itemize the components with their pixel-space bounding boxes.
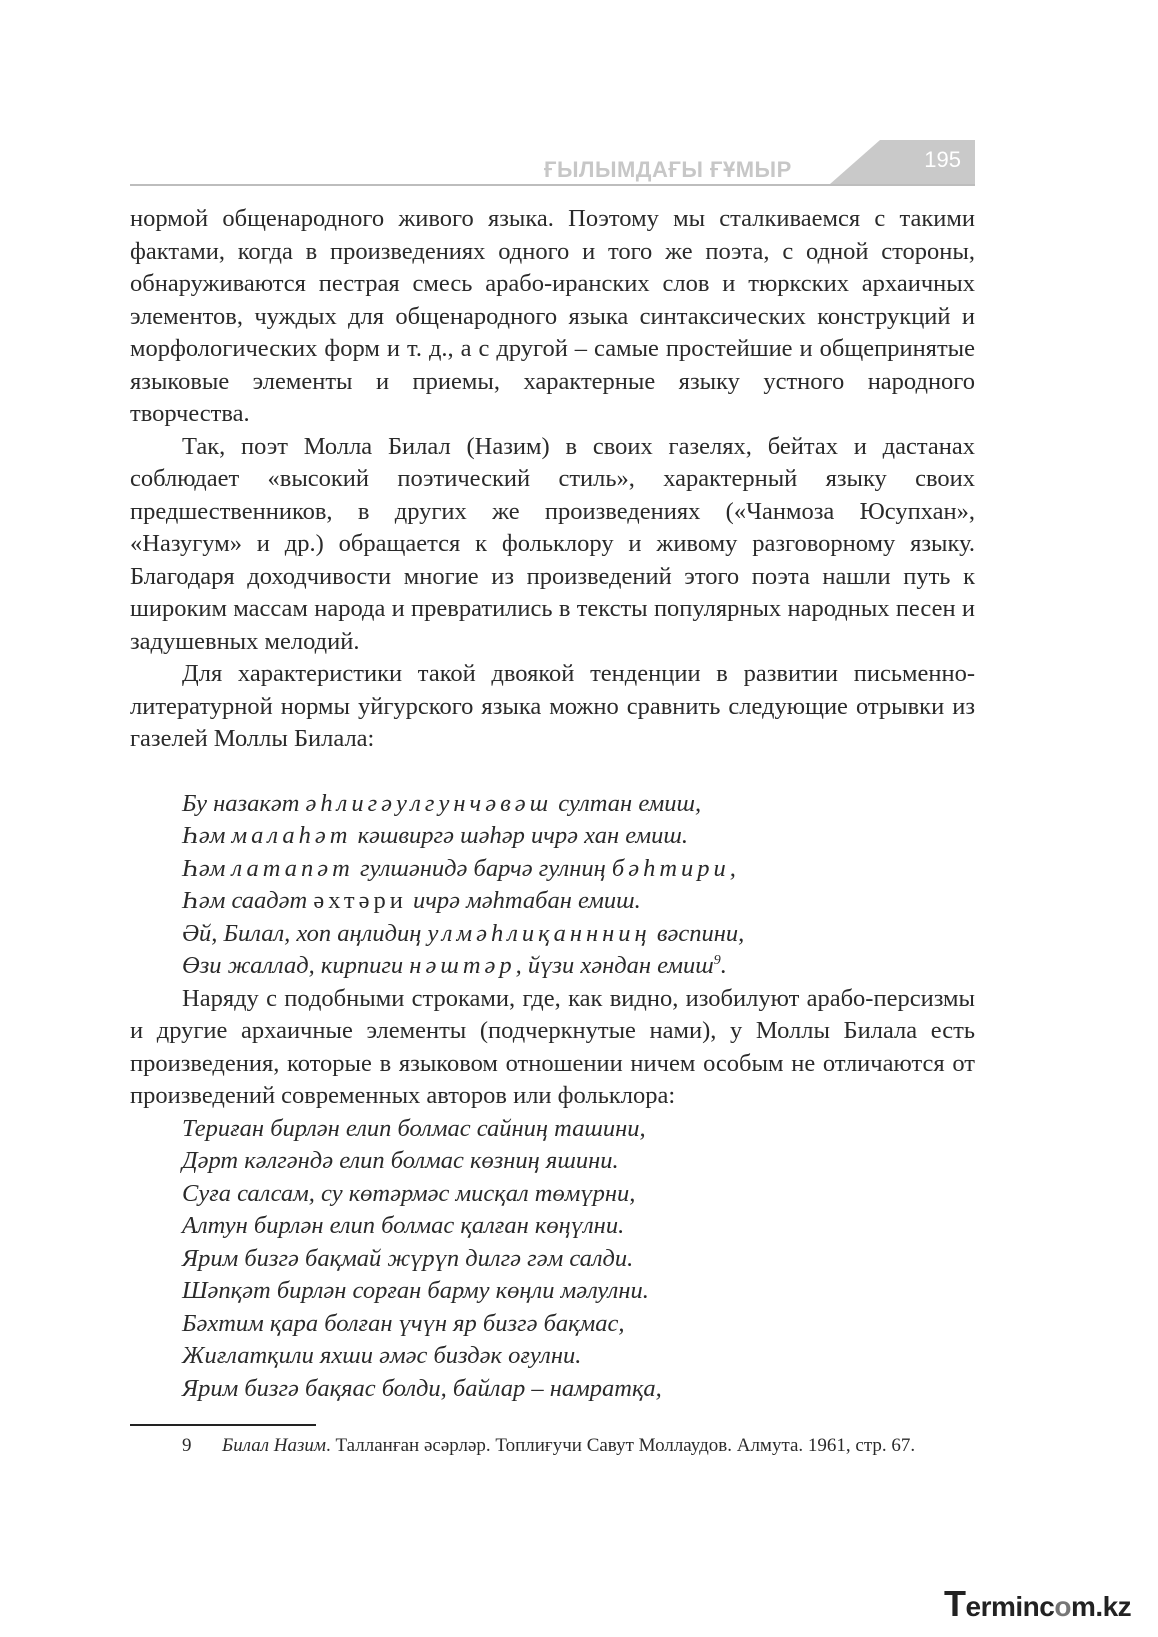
running-header: [130, 140, 975, 188]
verse-line: Жиғлатқили яхши әмәс биздәк оғулни.: [182, 1342, 582, 1369]
verse-line: Шәпқәт бирлән сорған барму көңли мәлулни.: [182, 1277, 649, 1304]
verse-block-1: [130, 788, 975, 983]
page-number-tab: [830, 140, 975, 184]
footnote-text: . Талланған әсәрләр. Топлиғучи Савут Моллаудов. Алмута. 1961, стр. 67.: [326, 1435, 916, 1456]
verse-line: Териған бирлән елип болмас сайниң ташини,: [182, 1114, 646, 1142]
verse-line: Ярим бизгә бақмай жүрүп дилгә гәм салди.: [182, 1244, 634, 1272]
paragraph-4: Наряду с подобными строками, где, как видно, изобилуют арабо-персизмы и другие архаичные элементы (подчеркнутые нами), у Моллы Билала есть произведения, которые в языковом отношении ничем особым не отличаются от произведений современных авторов или фольклора:: [130, 984, 975, 1109]
paragraph-1: нормой общенародного живого языка. Поэтому мы сталкиваемся с такими фактами, когда в произведениях одного и того же поэта, с одной стороны, обнаруживаются пестрая смесь арабо-иранских слов и тюркских архаичных элементов, чуждых для общенародного языка синтаксических конструкций и морфологических форм и т. д., а с другой – самые простейшие и общепринятые языковые элементы и приемы, характерные языку устного народного творчества.: [130, 205, 975, 427]
verse-line: Бу назакәт әһлигәулгунчәвәш султан емиш,: [182, 789, 702, 817]
header-title: ҒЫЛЫМДАҒЫ ҒҰМЫР: [544, 157, 792, 182]
header-rule: [130, 184, 975, 186]
verse-line: Суға салсам, су көтәрмәс мисқал төмүрни,: [182, 1179, 636, 1207]
verse-line: Өзи жаллад, кирпиги нәштәр, йүзи хәндан емиш$^9$.: [182, 952, 727, 979]
verse-line: Әй, Билал, хоп аңлидиң улмәһлиқаннниң вәспини,: [182, 919, 745, 947]
footnote-separator: [130, 1424, 316, 1426]
verse-block-2: [130, 1113, 975, 1406]
footnote-author: Билал Назим: [222, 1435, 327, 1456]
page-number: 195: [924, 147, 961, 172]
watermark-logo: Termincom.kz: [944, 1583, 1132, 1624]
footnote-number: 9: [182, 1435, 192, 1456]
spacer: [130, 756, 975, 788]
verse-line: Дәрт кәлгәндә елип болмас көзниң яшини.: [182, 1147, 619, 1174]
verse-line: Алтун бирлән елип болмас қалған көңүлни.: [182, 1212, 625, 1239]
paragraph-2: Так, поэт Молла Билал (Назим) в своих газелях, бейтах и дастанах соблюдает «высокий поэтический стиль», характерный языку своих предшественников, в других же произведениях («Чанмоза Юсупхан», «Назугум» и др.) обращается к фольклору и живому разговорному языку. Благодаря доходчивости многие из произведений этого поэта нашли путь к широким массам народа и превратились в тексты популярных народных песен и задушевных мелодий.: [130, 432, 975, 655]
main-text: [130, 203, 975, 1405]
footnote: [130, 1434, 975, 1458]
verse-line: Ярим бизгә бақяас болди, байлар – намратқа,: [182, 1374, 662, 1402]
verse-line: Һәм малаһәт кәшвиргә шәһәр ичрә хан емиш.: [182, 822, 689, 849]
verse-line: Бәхтим қара болған үчүн яр бизгә бақмас,: [182, 1309, 625, 1337]
verse-line: Һәм латапәт гулшәнидә барчә гулниң бәһтири,: [182, 854, 736, 882]
verse-line: Һәм саадәт әхтәри ичрә мәһтабан емиш.: [182, 887, 641, 914]
paragraph-3: Для характеристики такой двоякой тенденции в развитии письменно-литературной нормы уйгурского языка можно сравнить следующие отрывки из газелей Моллы Билала:: [130, 660, 975, 752]
footnote-ref[interactable]: 9: [713, 952, 721, 968]
